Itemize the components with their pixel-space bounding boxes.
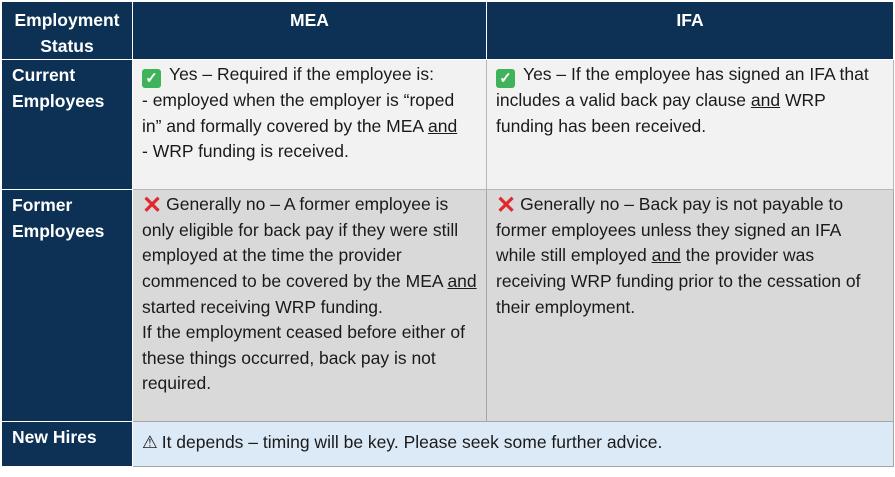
former-mea-text2: started receiving WRP funding. bbox=[142, 296, 383, 317]
warning-icon: ⚠ bbox=[142, 432, 158, 453]
new-hires-cell bbox=[133, 422, 894, 467]
header-mea: MEA bbox=[133, 2, 487, 60]
new-hires-text: It depends – timing will be key. Please seek some further advice. bbox=[161, 432, 663, 453]
cross-icon: ✕ bbox=[142, 192, 163, 220]
current-mea-line3: - WRP funding is received. bbox=[142, 141, 349, 162]
former-mea-text3: If the employment ceased before either of these things occurred, back pay is not required. bbox=[142, 322, 465, 394]
current-ifa-and: and bbox=[750, 90, 781, 111]
header-row bbox=[2, 2, 894, 60]
employment-status-table bbox=[1, 1, 894, 467]
row-label-current-employees: Current Employees bbox=[2, 60, 133, 190]
current-ifa-text1: Yes – If the employee has signed an IFA that includes a valid back pay clause bbox=[496, 64, 869, 111]
row-current-employees bbox=[2, 60, 894, 190]
former-mea-cell bbox=[133, 190, 487, 422]
current-ifa-text2: WRP funding has been received. bbox=[496, 90, 826, 136]
row-label-former-employees: Former Employees bbox=[2, 190, 133, 422]
current-ifa-cell bbox=[487, 60, 894, 190]
row-former-employees bbox=[2, 190, 894, 422]
header-employment-status: Employment Status bbox=[2, 2, 133, 60]
former-mea-text1: Generally no – A former employee is only eligible for back pay if they were still employed at the time the provider commenced to be covered by the MEA bbox=[142, 194, 459, 291]
former-ifa-text1: Generally no – Back pay is not payable to former employees unless they signed an IFA while still employed bbox=[496, 194, 844, 266]
current-mea-line1: Yes – Required if the employee is: bbox=[169, 64, 434, 85]
former-ifa-and: and bbox=[651, 245, 681, 266]
cross-icon: ✕ bbox=[496, 192, 517, 220]
current-mea-cell bbox=[133, 60, 487, 190]
check-icon: ✓ bbox=[496, 69, 515, 88]
check-icon: ✓ bbox=[142, 69, 161, 88]
former-ifa-cell bbox=[487, 190, 894, 422]
former-ifa-text2: the provider was receiving WRP funding prior to the cessation of their employment. bbox=[496, 245, 861, 317]
row-new-hires bbox=[2, 422, 894, 467]
header-ifa: IFA bbox=[487, 2, 894, 60]
current-mea-line2: - employed when the employer is “roped in” and formally covered by the MEA bbox=[142, 90, 455, 136]
row-label-new-hires: New Hires bbox=[2, 422, 133, 467]
current-mea-and: and bbox=[427, 115, 458, 136]
former-mea-and: and bbox=[447, 270, 477, 291]
